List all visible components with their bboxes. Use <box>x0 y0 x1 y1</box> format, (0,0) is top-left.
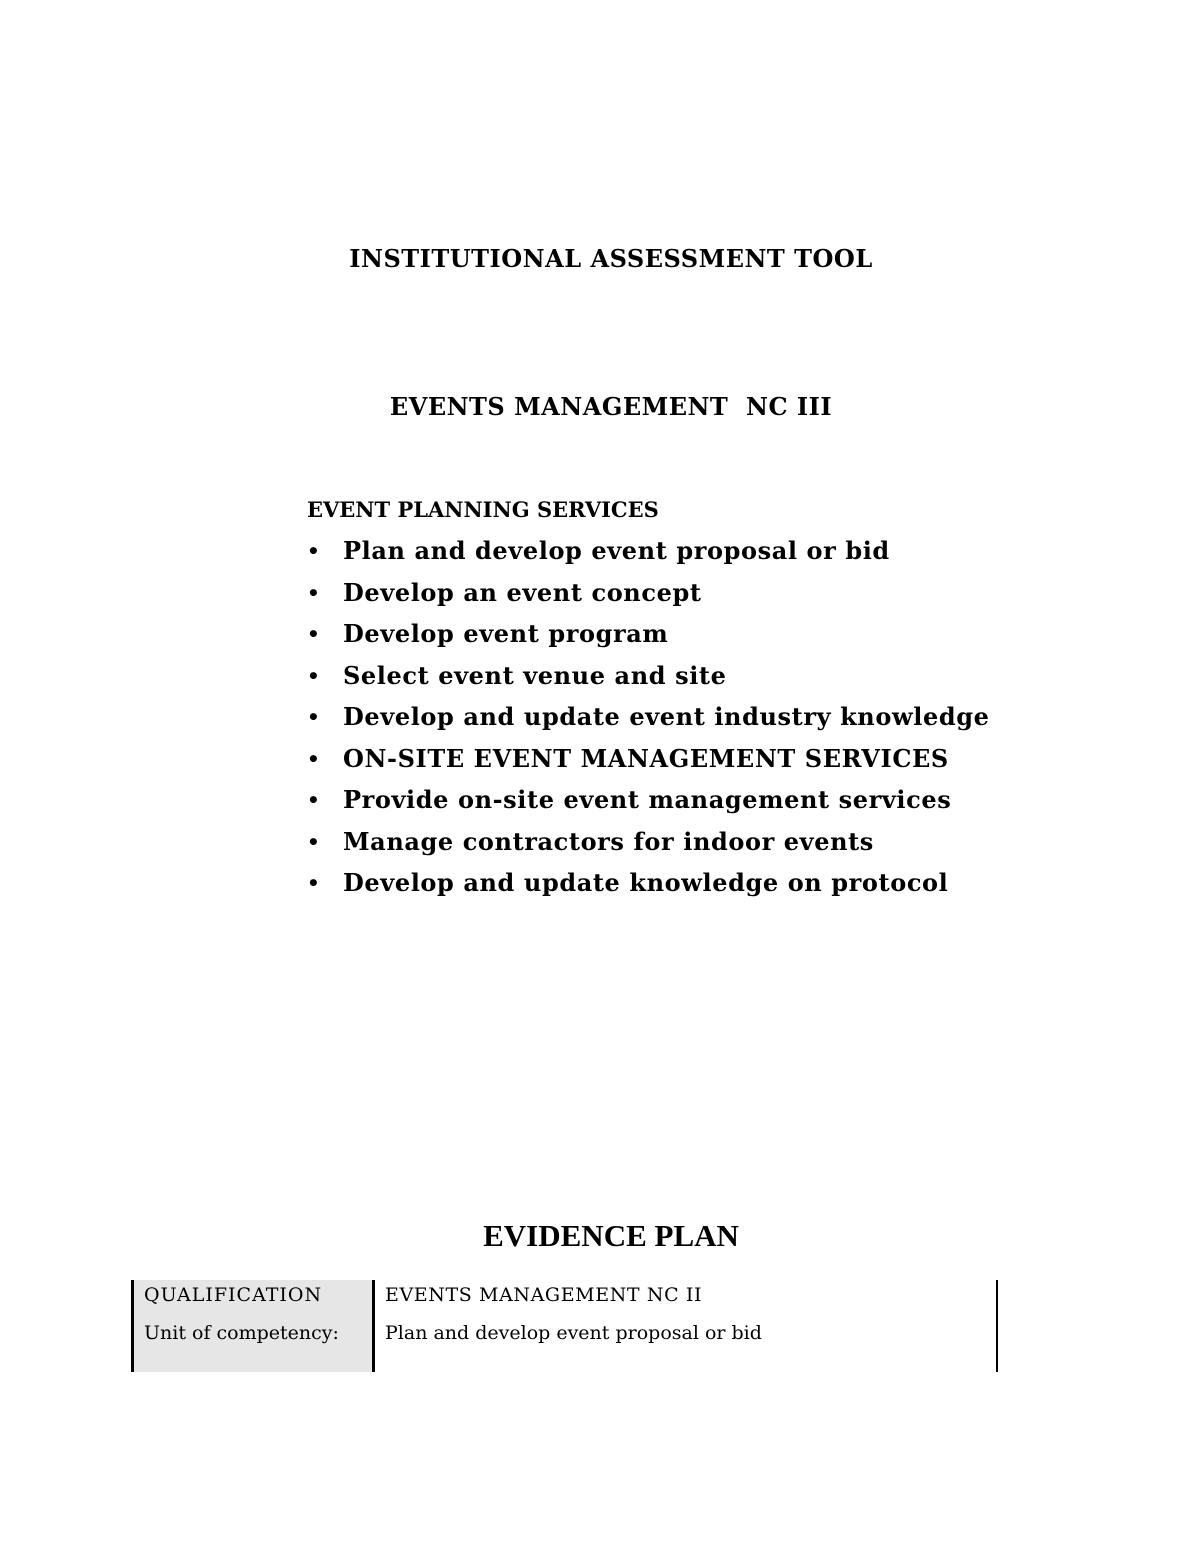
list-item <box>307 659 989 701</box>
qualification-value: EVENTS MANAGEMENT NC II <box>374 1280 998 1318</box>
unit-of-competency-label: Unit of competency: <box>133 1318 374 1372</box>
bullet-icon: • <box>307 788 321 812</box>
list-item-text: Select event venue and site <box>343 660 727 690</box>
list-item-text: Develop and update knowledge on protocol <box>343 868 949 897</box>
list-item-text: Provide on-site event management services <box>343 785 952 814</box>
list-item <box>307 534 989 576</box>
list-item <box>307 783 989 825</box>
list-item <box>307 825 989 867</box>
list-item-text: Manage contractors for indoor events <box>343 826 874 856</box>
list-item-text: Plan and develop event proposal or bid <box>343 536 890 565</box>
list-item <box>307 866 989 908</box>
competency-list <box>307 534 989 908</box>
bullet-icon: • <box>307 829 321 854</box>
document-title: INSTITUTIONAL ASSESSMENT TOOL <box>349 244 873 273</box>
table-row <box>133 1280 998 1318</box>
bullet-icon: • <box>307 705 321 729</box>
table-row <box>133 1318 998 1372</box>
list-item <box>307 700 989 742</box>
evidence-plan-table <box>131 1280 998 1372</box>
bullet-icon: • <box>307 871 321 895</box>
list-item <box>307 742 989 784</box>
list-item-text: Develop event program <box>343 619 669 648</box>
section-heading: EVENT PLANNING SERVICES <box>307 497 659 522</box>
list-item-text: Develop and update event industry knowledge <box>343 702 990 731</box>
bullet-icon: • <box>307 580 321 605</box>
bullet-icon: • <box>307 746 321 771</box>
list-item <box>307 576 989 618</box>
bullet-icon: • <box>307 663 321 688</box>
unit-of-competency-value: Plan and develop event proposal or bid <box>374 1318 998 1372</box>
bullet-icon: • <box>307 622 321 646</box>
list-item <box>307 617 989 659</box>
list-item-text: Develop an event concept <box>343 577 702 607</box>
qualification-subtitle: EVENTS MANAGEMENT NC III <box>389 392 833 421</box>
evidence-plan-heading: EVIDENCE PLAN <box>483 1218 739 1253</box>
qualification-label: QUALIFICATION <box>133 1280 374 1318</box>
bullet-icon: • <box>307 539 321 563</box>
list-item-text: ON-SITE EVENT MANAGEMENT SERVICES <box>343 743 949 773</box>
